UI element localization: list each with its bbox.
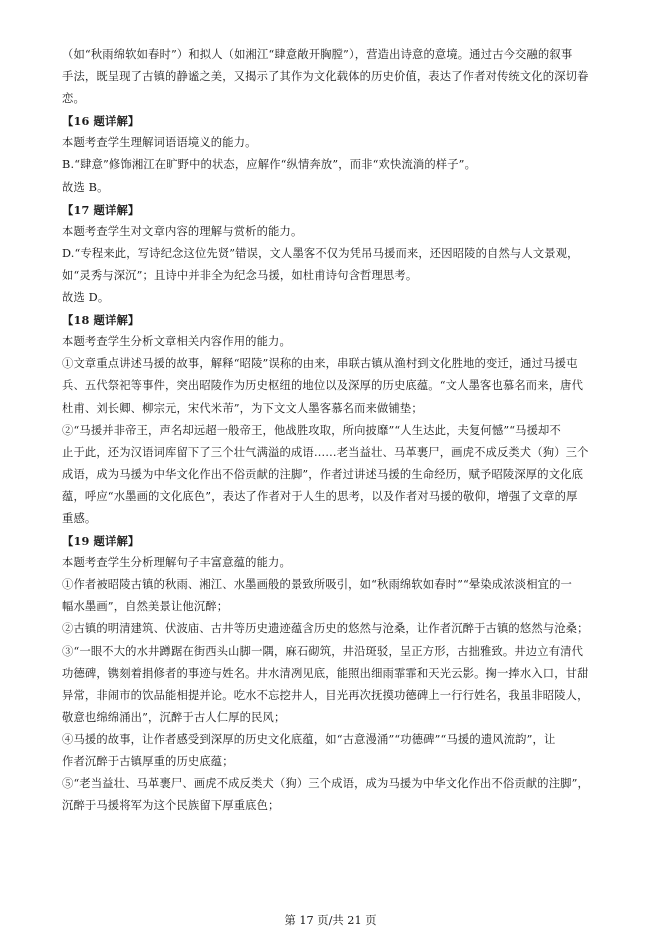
answer-line: 故选 D。 — [62, 291, 110, 305]
text-line: 沉醉于马援将军为这个民族留下厚重底色； — [62, 799, 280, 813]
text-line: 敬意也绵绵涌出”，沉醉于古人仁厚的民风； — [62, 710, 286, 724]
text-line: 止于此，还为汉语词库留下了三个壮气满溢的成语……老当益壮、马革裹尸，画虎不成反类犬（狗）三个 — [62, 445, 589, 459]
text-line: （如“秋雨绵软如春时”）和拟人（如湘江“肆意敞开胸膛”），营造出诗意的意境。通过古今交融的叙事 — [62, 48, 573, 61]
text-line: ⑤“老当益壮、马革裹尸、画虎不成反类犬（狗）三个成语，成为马援为中华文化作出不俗贡献的注脚”， — [62, 777, 589, 791]
text-line: 异常，非闹市的饮品能相提并论。吃水不忘挖井人，目光再次抚摸功德碑上一行行姓名，我虽非昭陵人， — [62, 688, 589, 702]
text-line: 作者沉醉于古镇厚重的历史底蕴； — [62, 755, 234, 768]
text-line: 蕴，呼应“水墨画的文化底色”，表达了作者对于人生的思考，以及作者对马援的敬仰，增强了文章的厚 — [62, 489, 578, 503]
text-line: 恋。 — [62, 92, 85, 106]
text-line: ④马援的故事，让作者感受到深厚的历史文化底蕴，如“古意漫涌”“功德碑”“马援的遗风流韵”，让 — [62, 732, 556, 746]
text-line: ③“一眼不大的水井蹲踞在街西头山脚一隅，麻石砌筑，井沿斑驳，呈正方形，古拙雅致。井边立有清代 — [62, 644, 584, 658]
text-line: 重感。 — [62, 511, 97, 525]
section-heading-17: 【17 题详解】 — [62, 202, 140, 217]
text-line: ②古镇的明清建筑、伏波庙、古井等历史遗迹蕴含历史的悠然与沧桑，让作者沉醉于古镇的悠然与沧桑； — [62, 622, 589, 636]
text-line: 本题考查学生分析文章相关内容作用的能力。 — [62, 335, 291, 349]
text-line: B.“肆意”修饰湘江在旷野中的状态，应解作“纵情奔放”，而非“欢快流淌的样子”。 — [62, 158, 477, 172]
page-number-footer: 第 17 页/共 21 页 — [284, 914, 377, 927]
document-body — [62, 44, 612, 817]
text-line: ①作者被昭陵古镇的秋雨、湘江、水墨画般的景致所吸引，如“秋雨绵软如春时”“晕染成浓淡相宜的一 — [62, 578, 572, 592]
text-line: 杜甫、刘长卿、柳宗元，宋代米芾”，为下文文人墨客慕名而来做铺垫； — [62, 401, 423, 415]
answer-line: 故选 B。 — [62, 180, 109, 194]
text-line: ①文章重点讲述马援的故事，解释“昭陵”误称的由来，串联古镇从渔村到文化胜地的变迁，通过马援屯 — [62, 357, 578, 371]
text-line: D.“专程来此，写诗纪念这位先贤”错误，文人墨客不仅为凭吊马援而来，还因昭陵的自然与人文景观， — [62, 246, 579, 260]
section-heading-16: 【16 题详解】 — [62, 114, 140, 129]
text-line: 本题考查学生分析理解句子丰富意蕴的能力。 — [62, 556, 291, 570]
text-line: 功德碑，镌刻着捐修者的事迹与姓名。井水清冽见底，能照出细雨霏霏和天光云影。掬一捧水入口，甘甜 — [62, 666, 589, 680]
section-heading-19: 【19 题详解】 — [62, 534, 140, 549]
text-line: 如“灵秀与深沉”；且诗中并非全为纪念马援，如杜甫诗句含哲理思考。 — [62, 268, 418, 282]
text-line: 兵、五代祭祀等事件，突出昭陵作为历史枢纽的地位以及深厚的历史底蕴。“文人墨客也慕名而来，唐代 — [62, 379, 584, 393]
text-line: 幅水墨画”，自然美景让他沉醉； — [62, 600, 229, 614]
text-line: 手法，既呈现了古镇的静谧之美，又揭示了其作为文化载体的历史价值，表达了作者对传统文化的深切眷 — [62, 70, 589, 84]
text-line: ②“马援并非帝王，声名却远超一般帝王，他战胜攻取，所向披靡”“人生达此，夫复何憾”“马援却不 — [62, 423, 561, 437]
text-line: 本题考查学生对文章内容的理解与赏析的能力。 — [62, 224, 303, 238]
section-heading-18: 【18 题详解】 — [62, 313, 140, 328]
text-line: 本题考查学生理解词语语境义的能力。 — [62, 136, 257, 150]
text-line: 成语，成为马援为中华文化作出不俗贡献的注脚”，作者过讲述马援的生命经历，赋予昭陵深厚的文化底 — [62, 467, 584, 481]
